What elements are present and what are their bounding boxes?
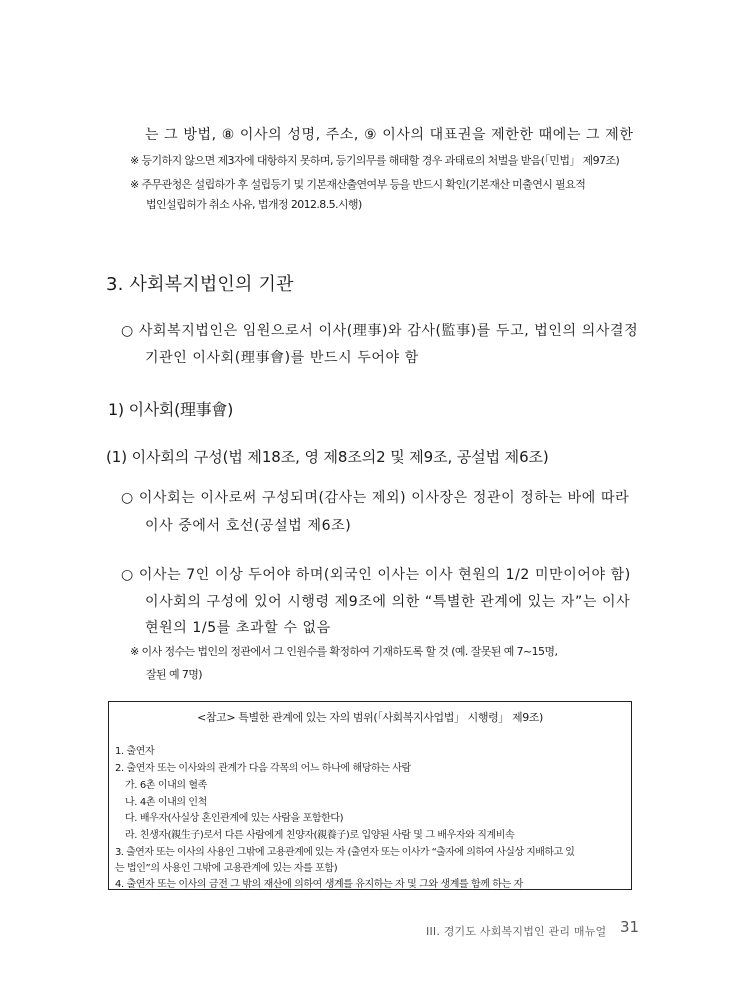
note-authority-line1: ※ 주무관청은 설립하가 후 설립등기 및 기본재산출연여부 등을 반드시 확인(기본재산 미출연시 필요적 bbox=[130, 178, 586, 191]
reference-item: 2. 출연자 또는 이사와의 관계가 다음 각목의 어느 하나에 해당하는 사람 bbox=[115, 763, 411, 774]
paragraph-continuation: 는 그 방법, ⑧ 이사의 성명, 주소, ⑨ 이사의 대표권을 제한한 때에는 그 제한 bbox=[145, 127, 634, 143]
footer-chapter-title: III. 경기도 사회복지법인 관리 매뉴얼 bbox=[426, 925, 607, 938]
reference-item: 4. 출연자 또는 이사의 금전 그 밖의 재산에 의하여 생계를 유지하는 자 및 그와 생계를 함께 하는 자 bbox=[115, 879, 523, 890]
bullet-organs-line2: 기관인 이사회(理事會)를 반드시 두어야 함 bbox=[145, 350, 419, 366]
section-heading: 3. 사회복지법인의 기관 bbox=[106, 274, 294, 295]
reference-item: 라. 친생자(親生子)로서 다른 사람에게 친양자(親養子)로 입양된 사람 및 그 배우자와 직계비속 bbox=[125, 830, 515, 841]
reference-item: 는 법인”의 사용인 그밖에 고용관계에 있는 자를 포함) bbox=[115, 863, 338, 874]
page-number: 31 bbox=[620, 918, 640, 936]
note-registration: ※ 등기하지 않으면 제3자에 대항하지 못하며, 등기의무를 해태할 경우 과태료의 처벌을 받음(「민법」 제97조) bbox=[130, 154, 620, 167]
note-director-count-line1: ※ 이사 정수는 법인의 정관에서 그 인원수를 확정하여 기재하도록 할 것 (예. 잘못된 예 7~15명, bbox=[130, 645, 558, 658]
bullet-organs-line1: ○ 사회복지법인은 임원으로서 이사(理事)와 감사(監事)를 두고, 법인의 의사결정 bbox=[121, 323, 639, 339]
bullet-directors-line1: ○ 이사는 7인 이상 두어야 하며(외국인 이사는 이사 현원의 1/2 미만이어야 함) bbox=[121, 567, 631, 583]
note-director-count-line2: 잘된 예 7명) bbox=[146, 668, 202, 681]
subheading-board-composition: (1) 이사회의 구성(법 제18조, 영 제8조의2 및 제9조, 공설법 제6조) bbox=[106, 448, 549, 466]
bullet-directors-line3: 현원의 1/5를 초과할 수 없음 bbox=[145, 620, 331, 636]
note-authority-line2: 법인설립허가 취소 사유, 법개정 2012.8.5.시행) bbox=[146, 198, 362, 211]
bullet-board-line2: 이사 중에서 호선(공설법 제6조) bbox=[145, 518, 352, 534]
reference-item: 나. 4촌 이내의 인척 bbox=[125, 797, 207, 808]
reference-item: 1. 출연자 bbox=[115, 746, 155, 757]
reference-box bbox=[108, 701, 632, 890]
reference-item: 가. 6촌 이내의 혈족 bbox=[125, 780, 207, 791]
bullet-directors-line2: 이사회의 구성에 있어 시행령 제9조에 의한 “특별한 관계에 있는 자”는 이사 bbox=[145, 594, 631, 610]
reference-item: 3. 출연자 또는 이사의 사용인 그밖에 고용관계에 있는 자 (출연자 또는 이사가 “출자에 의하여 사실상 지배하고 있 bbox=[115, 847, 575, 858]
bullet-board-line1: ○ 이사회는 이사로써 구성되며(감사는 제외) 이사장은 정관이 정하는 바에 따라 bbox=[121, 490, 630, 506]
subheading-board: 1) 이사회(理事會) bbox=[108, 400, 234, 419]
reference-item: 다. 배우자(사실상 혼인관계에 있는 사람을 포함한다) bbox=[125, 813, 344, 824]
reference-box-title: <참고> 특별한 관계에 있는 자의 범위(「사회복지사업법」 시행령」 제9조) bbox=[197, 711, 543, 724]
